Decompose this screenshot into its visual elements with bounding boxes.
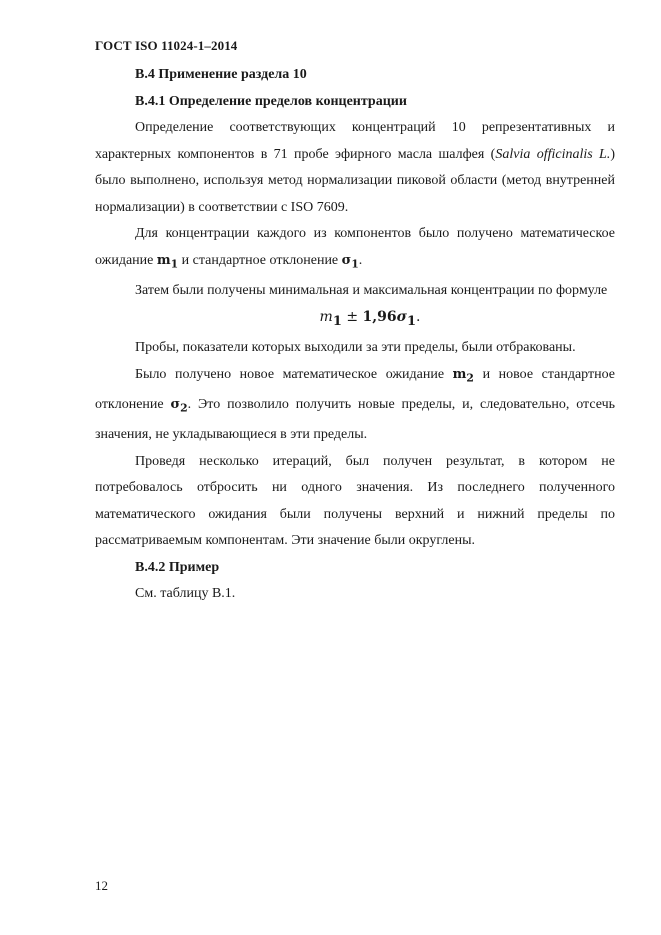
formula-sigma: σ [396, 309, 407, 326]
paragraph-text: Было получено новое математическое ожидание [135, 366, 445, 382]
paragraph-text: и новое стандартное отклонение [95, 366, 615, 412]
paragraph-text: . Это позволило получить новые пределы, и, следовательно, отсечь значения, не укладывающиеся в эти пределы. [95, 396, 615, 443]
paragraph-text: Для концентрации каждого из компонентов было получено математическое ожидание [95, 226, 615, 268]
formula-limits: $m_1 \pm 1,96\sigma_1$. [319, 309, 421, 329]
paragraph-text: Определение соответствующих концентраций 10 репрезентативных и характерных компонентов в 71 пробе эфирного масла шалфея ( [95, 120, 615, 162]
section-heading-b41: В.4.1 Определение пределов концентрации [135, 93, 407, 109]
paragraph-iterations: Проведя несколько итераций, был получен результат, в котором не потребовалось отбросить ни одного значения. Из последнего полученного математического ожидания были получены верхний и нижний пределы по рассматриваемым компонентам. Эти значение были округлены. [95, 453, 615, 549]
paragraph-text: и стандартное отклонение [181, 252, 339, 268]
standard-header: ГОСТ ISO 11024-1–2014 [95, 38, 238, 53]
paragraph-text: ) было выполнено, используя метод нормализации пиковой области (метод внутренней нормализации) в соответствии с ISO 7609. [95, 146, 615, 215]
latin-species-name: Salvia officinalis L. [495, 146, 611, 162]
section-heading-b4: В.4 Применение раздела 10 [135, 67, 307, 82]
paragraph-expectation: Для концентрации каждого из компонентов было получено математическое ожидание $m_1$ и стандартное отклонение $\sigma_1$. [95, 226, 615, 271]
formula-coefficient: 1,96 [362, 309, 397, 326]
section-heading-b42: В.4.2 Пример [135, 559, 220, 575]
math-sigma2: $\sigma_2$ [170, 396, 188, 415]
math-sigma1: $\sigma_1$ [341, 252, 359, 271]
table-reference: См. таблицу В.1. [135, 586, 236, 602]
math-m1: $m_1$ [156, 252, 179, 271]
paragraph-rejected-samples: Пробы, показатели которых выходили за эти пределы, были отбракованы. [135, 340, 576, 356]
formula-m: m [319, 309, 333, 326]
paragraph-new-expectation [95, 362, 615, 449]
page-number: 12 [95, 878, 108, 893]
formula-operator: ± [346, 309, 359, 326]
document-body [95, 62, 615, 608]
paragraph-concentration-method [95, 115, 615, 221]
math-m2: $m_2$ [452, 366, 474, 385]
paragraph-min-max: Затем были получены минимальная и максимальная концентрации по формуле [135, 282, 608, 298]
